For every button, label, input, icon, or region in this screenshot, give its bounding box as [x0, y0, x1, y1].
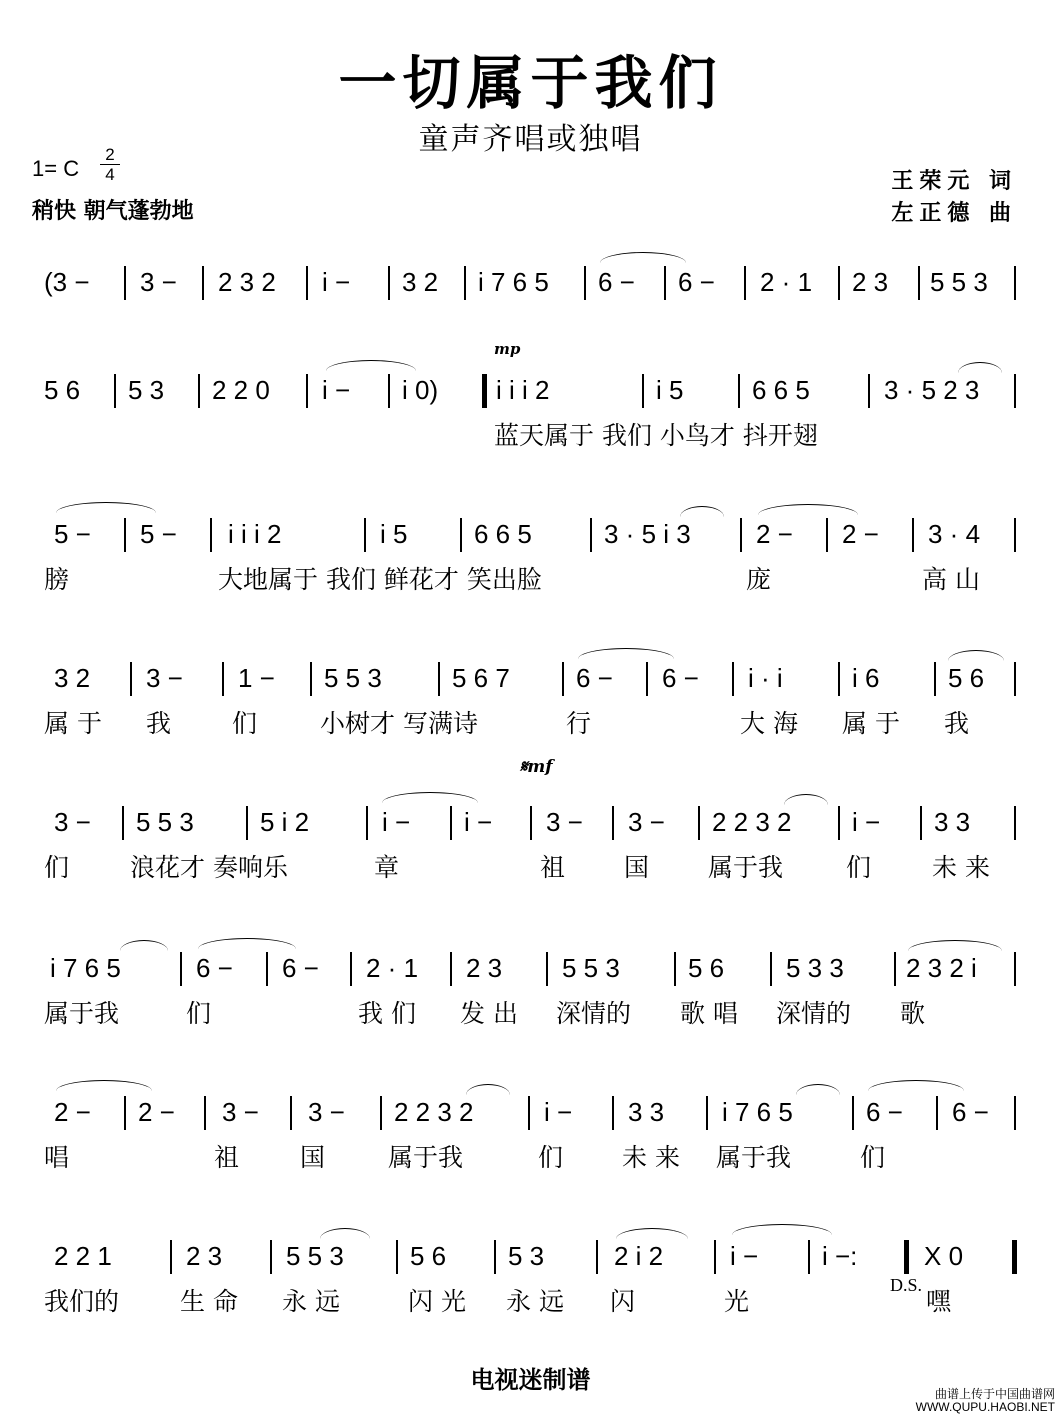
- measure: 5 6: [688, 953, 725, 983]
- lyric-text: 章: [374, 853, 400, 882]
- measure: 5 3: [128, 375, 165, 405]
- barline: [1014, 952, 1016, 986]
- measure: 6 −: [598, 267, 635, 297]
- measure: X 0: [924, 1241, 964, 1271]
- measure: i −: [322, 375, 351, 405]
- lyric-text: 祖: [540, 853, 566, 882]
- lyric-text: 属于我: [388, 1143, 464, 1172]
- barline: [894, 952, 896, 986]
- barline: [124, 266, 126, 300]
- measure: 2 3 2: [218, 267, 276, 297]
- barline: [562, 662, 564, 696]
- tie-arc: [326, 360, 416, 371]
- barline: [674, 952, 676, 986]
- barline: [180, 952, 182, 986]
- barline: [290, 1096, 292, 1130]
- lyric-text: 闪: [610, 1287, 636, 1316]
- measure: i 5: [380, 519, 408, 549]
- measure: 2 2 0: [212, 375, 270, 405]
- barline: [1014, 662, 1016, 696]
- barline: [380, 1096, 382, 1130]
- lyric-text: 未 来: [622, 1143, 680, 1172]
- measure: i −: [544, 1097, 573, 1127]
- barline: [664, 266, 666, 300]
- lyric-text: 浪花才 奏响乐: [130, 853, 288, 882]
- slur-arc: [320, 1228, 370, 1239]
- tie-arc: [198, 938, 296, 949]
- measure: 2 −: [756, 519, 793, 549]
- barline: [646, 662, 648, 696]
- barline: [546, 952, 548, 986]
- measure: i −: [322, 267, 351, 297]
- barline: [202, 266, 204, 300]
- barline: [738, 374, 740, 408]
- barline: [438, 662, 440, 696]
- score-subtitle: 童声齐唱或独唱: [418, 122, 643, 157]
- measure: i 6: [852, 663, 880, 693]
- time-signature-top: 2: [105, 145, 115, 164]
- measure: 6 6 5: [474, 519, 532, 549]
- measure: i −:: [822, 1241, 858, 1271]
- watermark-line-1: 曲谱上传于中国曲谱网: [934, 1387, 1055, 1401]
- measure: i i i 2: [228, 519, 282, 549]
- measure: 3 · 4: [928, 519, 981, 549]
- barline: [732, 662, 734, 696]
- barline: [838, 662, 840, 696]
- measure: 6 −: [662, 663, 699, 693]
- barline: [852, 1096, 854, 1130]
- lyric-text: 属于我: [708, 853, 784, 882]
- barline: [306, 266, 308, 300]
- lyric-text: 唱: [44, 1143, 70, 1172]
- measure: 2 3: [852, 267, 889, 297]
- measure: 6 −: [866, 1097, 903, 1127]
- tie-arc: [578, 648, 674, 659]
- measure: 6 −: [952, 1097, 989, 1127]
- tie-arc: [56, 1080, 152, 1091]
- tempo-marking: 稍快 朝气蓬勃地: [32, 199, 194, 224]
- measure: 5 −: [140, 519, 177, 549]
- slur-arc: [784, 794, 828, 805]
- barline: [1014, 374, 1016, 408]
- measure: 3 −: [146, 663, 183, 693]
- tie-arc: [382, 792, 478, 803]
- barline: [124, 1096, 126, 1130]
- time-signature-bottom: 4: [105, 165, 115, 184]
- measure: 5 i 2: [260, 807, 310, 837]
- measure: 2 3 2 i: [906, 953, 977, 983]
- lyric-text: 国: [624, 853, 650, 882]
- tie-arc: [600, 252, 686, 263]
- composer-credit: 左正德 曲: [891, 201, 1017, 226]
- measure: 6 −: [282, 953, 319, 983]
- measure: 6 −: [576, 663, 613, 693]
- dynamic-mp: mp: [494, 340, 521, 358]
- lyric-text: 大 海: [740, 709, 798, 738]
- measure: i −: [730, 1241, 759, 1271]
- barline: [266, 952, 268, 986]
- barline: [612, 806, 614, 840]
- lyric-text: 永 远: [506, 1287, 564, 1316]
- measure: i −: [464, 807, 493, 837]
- lyric-text: 小树才 写满诗: [320, 709, 478, 738]
- measure: 5 5 3: [562, 953, 620, 983]
- barline: [530, 806, 532, 840]
- barline: [936, 1096, 938, 1130]
- lyrics-row-6: [0, 996, 1061, 1032]
- lyric-text: 们: [846, 853, 872, 882]
- barline: [388, 374, 390, 408]
- slur-arc: [796, 1084, 840, 1095]
- barline: [706, 1096, 708, 1130]
- lyric-text: 歌 唱: [680, 999, 738, 1028]
- time-signature: [100, 146, 120, 183]
- measure: i −: [852, 807, 881, 837]
- measure: 6 −: [196, 953, 233, 983]
- notes-row-5: [0, 802, 1061, 842]
- measure: i 7 6 5: [722, 1097, 793, 1127]
- lyric-text: 蓝天属于 我们 小鸟才 抖开翅: [494, 421, 818, 450]
- barline: [808, 1240, 810, 1274]
- barline-double: [482, 374, 487, 408]
- barline: [130, 662, 132, 696]
- barline: [1014, 518, 1016, 552]
- tie-arc: [56, 502, 156, 513]
- site-watermark: [916, 1388, 1055, 1414]
- notes-row-8: [0, 1236, 1061, 1276]
- lyrics-row-4: [0, 706, 1061, 742]
- measure: 3 −: [546, 807, 583, 837]
- lyric-text: 国: [300, 1143, 326, 1172]
- barline: [1014, 806, 1016, 840]
- lyric-text: 属于我: [44, 999, 120, 1028]
- barline: [114, 374, 116, 408]
- measure: i · i: [748, 663, 783, 693]
- measure: i i i 2: [496, 375, 550, 405]
- measure: 5 6: [44, 375, 81, 405]
- barline: [1014, 266, 1016, 300]
- barline: [1014, 1096, 1016, 1130]
- lyric-text: 庞: [746, 565, 772, 594]
- barline: [714, 1240, 716, 1274]
- barline: [612, 1096, 614, 1130]
- lyric-text: 祖: [214, 1143, 240, 1172]
- lyric-text: 光: [724, 1287, 750, 1316]
- lyric-text: 们: [186, 999, 212, 1028]
- barline: [826, 518, 828, 552]
- lyric-text: 嘿: [926, 1287, 952, 1316]
- measure: 3 −: [628, 807, 665, 837]
- lyric-text: 们: [44, 853, 70, 882]
- barline: [838, 806, 840, 840]
- measure: 5 6: [410, 1241, 447, 1271]
- barline: [460, 518, 462, 552]
- measure: 5 6 7: [452, 663, 510, 693]
- lyric-text: 我们的: [44, 1287, 120, 1316]
- measure: i 0): [402, 375, 439, 405]
- lyricist-credit: 王荣元 词: [891, 169, 1017, 194]
- barline: [838, 266, 840, 300]
- measure: 2 2 3 2: [712, 807, 792, 837]
- barline: [744, 266, 746, 300]
- slur-arc: [680, 506, 724, 517]
- lyric-text: 我: [944, 709, 970, 738]
- measure: 3 2: [54, 663, 91, 693]
- measure: 3 · 5 2 3: [884, 375, 980, 405]
- measure: i 7 6 5: [478, 267, 549, 297]
- barline: [912, 518, 914, 552]
- lyric-text: 深情的: [776, 999, 852, 1028]
- barline: [222, 662, 224, 696]
- barline: [396, 1240, 398, 1274]
- measure: 3 −: [54, 807, 91, 837]
- barline: [350, 952, 352, 986]
- segno-mf-mark: 𝄋mf: [520, 757, 553, 777]
- measure: 3 −: [308, 1097, 345, 1127]
- lyric-text: 属于我: [716, 1143, 792, 1172]
- arranger-credit: 电视迷制谱: [470, 1366, 591, 1394]
- barline: [920, 806, 922, 840]
- lyric-text: 闪 光: [408, 1287, 466, 1316]
- barline: [642, 374, 644, 408]
- slur-arc: [948, 650, 1004, 661]
- barline: [198, 374, 200, 408]
- barline: [494, 1240, 496, 1274]
- lyric-text: 们: [538, 1143, 564, 1172]
- barline: [450, 952, 452, 986]
- lyrics-row-3: [0, 562, 1061, 598]
- barline: [170, 1240, 172, 1274]
- watermark-line-2: WWW.QUPU.HAOBI.NET: [915, 1400, 1055, 1414]
- measure: 3 2: [402, 267, 439, 297]
- measure: 5 5 3: [136, 807, 194, 837]
- barline: [366, 806, 368, 840]
- measure: 2 2 3 2: [394, 1097, 474, 1127]
- barline: [210, 518, 212, 552]
- measure: 5 5 3: [324, 663, 382, 693]
- barline: [590, 518, 592, 552]
- slur-arc: [120, 940, 168, 951]
- measure: 6 −: [678, 267, 715, 297]
- measure: 2 2 1: [54, 1241, 112, 1271]
- measure: 3 −: [222, 1097, 259, 1127]
- barline: [464, 266, 466, 300]
- barline: [204, 1096, 206, 1130]
- lyric-text: 未 来: [932, 853, 990, 882]
- lyric-text: 永 远: [282, 1287, 340, 1316]
- lyric-text: 深情的: [556, 999, 632, 1028]
- lyric-text: 高 山: [922, 565, 980, 594]
- score-title: 一切属于我们: [338, 49, 723, 117]
- notes-row-6: [0, 948, 1061, 988]
- repeat-barline: [904, 1240, 909, 1274]
- lyric-text: 我 们: [358, 999, 416, 1028]
- barline: [584, 266, 586, 300]
- measure: 2 · 1: [760, 267, 813, 297]
- measure: 2 3: [186, 1241, 223, 1271]
- notes-row-3: [0, 514, 1061, 554]
- lyric-text: 们: [860, 1143, 886, 1172]
- key-signature: 1= C: [32, 156, 80, 181]
- barline: [306, 374, 308, 408]
- measure: 5 6: [948, 663, 985, 693]
- barline: [868, 374, 870, 408]
- measure: 6 6 5: [752, 375, 810, 405]
- measure: 2 −: [138, 1097, 175, 1127]
- measure: 2 · 1: [366, 953, 419, 983]
- measure: i 7 6 5: [50, 953, 121, 983]
- measure: 1 −: [238, 663, 275, 693]
- barline: [310, 662, 312, 696]
- measure: i 5: [656, 375, 684, 405]
- barline: [364, 518, 366, 552]
- measure: 2 3: [466, 953, 503, 983]
- barline: [388, 266, 390, 300]
- lyrics-row-7: [0, 1140, 1061, 1176]
- lyric-text: 属 于: [842, 709, 900, 738]
- measure: 5 3 3: [786, 953, 844, 983]
- measure: i −: [382, 807, 411, 837]
- notes-row-2: [0, 370, 1061, 410]
- lyric-text: 膀: [44, 565, 70, 594]
- barline: [528, 1096, 530, 1130]
- lyric-text: 大地属于 我们 鲜花才 笑出脸: [218, 565, 542, 594]
- barline: [124, 518, 126, 552]
- notes-row-1: [0, 262, 1061, 302]
- barline: [698, 806, 700, 840]
- measure: 3 −: [140, 267, 177, 297]
- measure: 5 5 3: [286, 1241, 344, 1271]
- barline: [450, 806, 452, 840]
- slur-arc: [908, 940, 1002, 951]
- notes-row-7: [0, 1092, 1061, 1132]
- barline: [918, 266, 920, 300]
- tie-arc: [758, 504, 858, 515]
- slur-arc: [958, 362, 1002, 373]
- barline: [934, 662, 936, 696]
- measure: 2 i 2: [614, 1241, 664, 1271]
- measure: 3 3: [934, 807, 971, 837]
- barline: [246, 806, 248, 840]
- barline: [596, 1240, 598, 1274]
- lyric-text: 属 于: [44, 709, 102, 738]
- lyric-text: 行: [566, 709, 592, 738]
- lyric-text: 们: [232, 709, 258, 738]
- notes-row-4: [0, 658, 1061, 698]
- barline: [770, 952, 772, 986]
- ds-marking: D.S.: [890, 1275, 923, 1295]
- lyric-text: 歌: [900, 999, 926, 1028]
- measure: 3 · 5 i 3: [604, 519, 691, 549]
- barline: [122, 806, 124, 840]
- lyrics-row-5: [0, 850, 1061, 886]
- slur-arc: [616, 1228, 688, 1239]
- barline: [270, 1240, 272, 1274]
- lyric-text: 生 命: [180, 1287, 238, 1316]
- measure: 5 5 3: [930, 267, 988, 297]
- measure: 2 −: [842, 519, 879, 549]
- measure: 3 3: [628, 1097, 665, 1127]
- final-barline: [1012, 1240, 1017, 1274]
- lyric-text: 我: [146, 709, 172, 738]
- lyrics-row-2: [0, 418, 1061, 454]
- slur-arc: [466, 1084, 510, 1095]
- measure: 5 −: [54, 519, 91, 549]
- measure: 5 3: [508, 1241, 545, 1271]
- measure: 2 −: [54, 1097, 91, 1127]
- tie-arc: [732, 1224, 832, 1235]
- barline: [740, 518, 742, 552]
- measure: (3 −: [44, 267, 90, 297]
- lyric-text: 发 出: [460, 999, 518, 1028]
- tie-arc: [868, 1080, 964, 1091]
